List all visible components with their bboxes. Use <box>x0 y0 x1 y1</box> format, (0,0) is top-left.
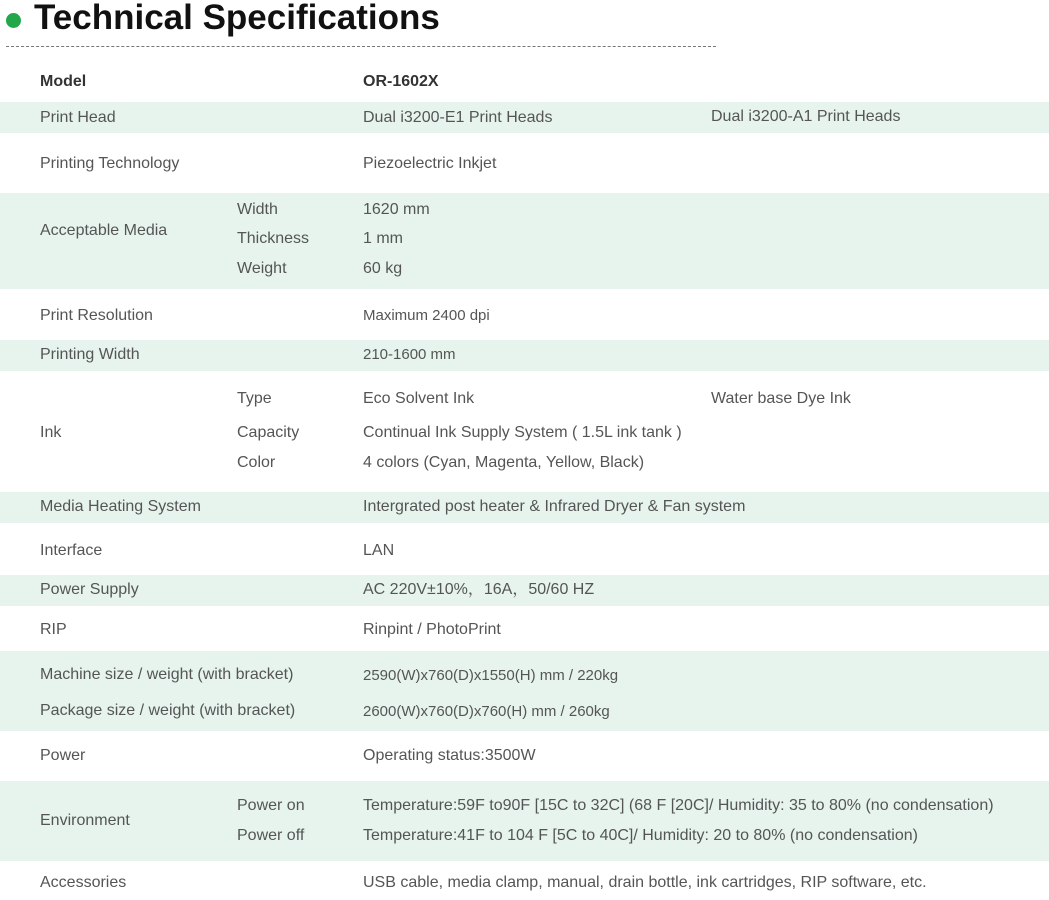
machine-size-value: 2590(W)x760(D)x1550(H) mm / 220kg <box>363 667 619 684</box>
ink-capacity-label: Capacity <box>237 424 300 441</box>
row-environment <box>0 781 1049 861</box>
print-head-label: Print Head <box>40 109 116 126</box>
row-media-heating <box>0 492 1049 523</box>
package-size-value: 2600(W)x760(D)x760(H) mm / 260kg <box>363 703 610 720</box>
media-thickness-label: Thickness <box>237 230 310 247</box>
media-weight-label: Weight <box>237 260 287 277</box>
print-resolution-label: Print Resolution <box>40 307 153 324</box>
print-head-value-2: Dual i3200-A1 Print Heads <box>711 108 901 125</box>
media-width-label: Width <box>237 201 278 218</box>
power-on-label: Power on <box>237 797 305 814</box>
spec-table <box>0 62 1049 900</box>
row-rip <box>0 606 1049 651</box>
green-bullet-icon <box>6 13 21 28</box>
ink-color-label: Color <box>237 454 276 471</box>
row-power-supply <box>0 575 1049 606</box>
power-off-label: Power off <box>237 827 305 844</box>
model-label: Model <box>40 73 87 90</box>
ink-type-value-1: Eco Solvent Ink <box>363 390 475 407</box>
interface-value: LAN <box>363 542 395 559</box>
row-size-weight <box>0 651 1049 731</box>
power-on-value: Temperature:59F to90F [15C to 32C] (68 F [20C]/ Humidity: 35 to 80% (no condensation) <box>363 797 994 814</box>
print-resolution-value: Maximum 2400 dpi <box>363 307 490 324</box>
power-supply-value: AC 220V±10%，16A，50/60 HZ <box>363 581 595 598</box>
row-model <box>0 62 1049 102</box>
ink-capacity-value: Continual Ink Supply System ( 1.5L ink tank ) <box>363 424 682 441</box>
row-printing-width <box>0 340 1049 371</box>
section-heading <box>0 0 720 40</box>
printing-technology-label: Printing Technology <box>40 155 180 172</box>
power-value: Operating status:3500W <box>363 747 536 764</box>
model-value: OR-1602X <box>363 73 439 90</box>
accessories-value: USB cable, media clamp, manual, drain bottle, ink cartridges, RIP software, etc. <box>363 874 927 891</box>
row-print-head <box>0 102 1049 133</box>
package-size-label: Package size / weight (with bracket) <box>40 702 296 719</box>
media-weight-value: 60 kg <box>363 260 403 277</box>
ink-label: Ink <box>40 424 62 441</box>
row-power <box>0 731 1049 781</box>
media-thickness-value: 1 mm <box>363 230 403 247</box>
row-accessories <box>0 861 1049 900</box>
printing-width-value: 210-1600 mm <box>363 346 456 363</box>
interface-label: Interface <box>40 542 103 559</box>
row-printing-technology <box>0 133 1049 193</box>
environment-label: Environment <box>40 812 130 829</box>
row-ink <box>0 371 1049 492</box>
media-width-value: 1620 mm <box>363 201 430 218</box>
rip-value: Rinpint / PhotoPrint <box>363 621 501 638</box>
row-interface <box>0 523 1049 575</box>
printing-technology-value: Piezoelectric Inkjet <box>363 155 497 172</box>
machine-size-label: Machine size / weight (with bracket) <box>40 666 294 683</box>
accessories-label: Accessories <box>40 874 127 891</box>
printing-width-label: Printing Width <box>40 346 140 363</box>
media-heating-value: Intergrated post heater & Infrared Dryer & Fan system <box>363 498 746 515</box>
acceptable-media-label: Acceptable Media <box>40 222 168 239</box>
rip-label: RIP <box>40 621 67 638</box>
ink-type-value-2: Water base Dye Ink <box>711 390 851 407</box>
power-label: Power <box>40 747 86 764</box>
print-head-value-1: Dual i3200-E1 Print Heads <box>363 109 553 126</box>
ink-color-value: 4 colors (Cyan, Magenta, Yellow, Black) <box>363 454 645 471</box>
page-title: Technical Specifications <box>34 0 440 37</box>
power-supply-label: Power Supply <box>40 581 139 598</box>
row-print-resolution <box>0 289 1049 340</box>
dashed-divider <box>6 46 716 47</box>
power-off-value: Temperature:41F to 104 F [5C to 40C]/ Humidity: 20 to 80% (no condensation) <box>363 827 918 844</box>
ink-type-label: Type <box>237 390 272 407</box>
row-acceptable-media <box>0 193 1049 289</box>
media-heating-label: Media Heating System <box>40 498 201 515</box>
